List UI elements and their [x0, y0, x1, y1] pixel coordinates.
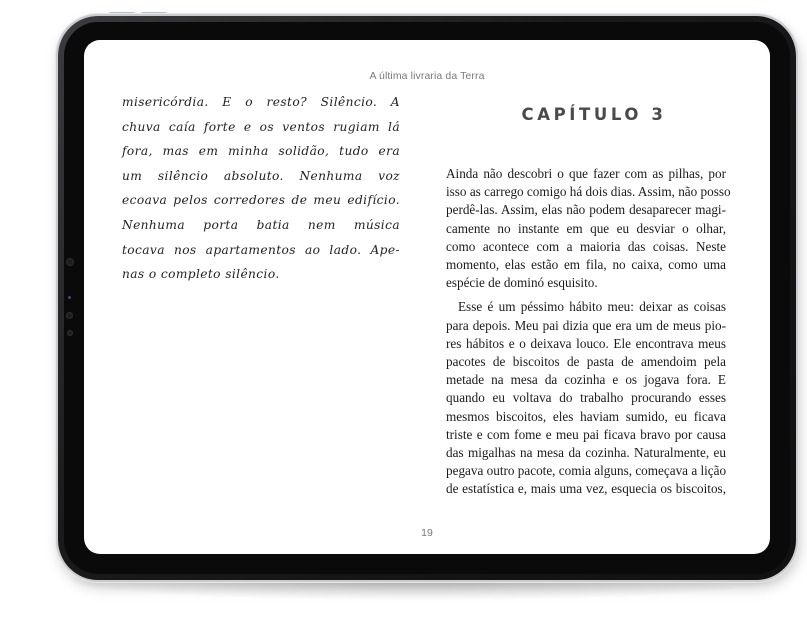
left-page-line: nas o completo silêncio. — [122, 267, 280, 282]
left-page-line: misericórdia. E o resto? Silêncio. A — [122, 95, 400, 109]
body-line: espécie de dominó esquisito. — [446, 275, 598, 291]
chapter-title: CAPÍTULO 3 — [521, 105, 667, 124]
paragraph-2 — [446, 298, 726, 498]
body-line: pacotes de biscoitos de pasta de amendoim pela — [446, 354, 726, 370]
body-line: das migalhas na mesa da cozinha. Naturalmente, eu — [446, 445, 726, 461]
body-line: para depois. Meu pai dizia que era um de meus pio- — [446, 317, 726, 333]
body-line: de estatística e, mais uma vez, esquecia os biscoitos, — [446, 481, 726, 497]
book-title: A última livraria da Terra — [369, 70, 485, 82]
left-page-line: chuva caía forte e os ventos rugiam lá — [122, 119, 400, 134]
camera-lens-icon — [66, 258, 74, 266]
body-line: isso as carrego comigo há dois dias. Assim, não posso — [446, 184, 731, 200]
body-line: camente no instante em que eu desviar o olhar, — [446, 220, 726, 236]
left-page-line: Nenhuma porta batia nem música — [122, 217, 400, 232]
front-camera-icon — [66, 312, 73, 319]
right-page[interactable] — [446, 165, 731, 505]
body-line: res hábitos e o deixava louco. Ele encontrava meus — [446, 335, 726, 351]
body-line: metade na mesa da cozinha e os jogava fora. E — [446, 372, 726, 388]
left-page-line: um silêncio absoluto. Nenhuma voz — [122, 168, 400, 183]
body-line: como acontece com a maioria das coisas. Neste — [446, 238, 726, 254]
body-line: mesmos biscoitos, eles haviam sumido, eu ficava — [446, 408, 726, 424]
body-line: pegava outro pacote, comia alguns, começava a lição — [446, 463, 727, 479]
left-page-line: ecoava pelos corredores de meu edifício. — [122, 193, 400, 208]
reader-screen[interactable] — [84, 40, 770, 554]
left-page-line: fora, mas em minha solidão, tudo era — [122, 144, 400, 159]
body-line: quando eu voltava do trabalho procurando esses — [446, 390, 726, 406]
left-page-line: tocava nos apartamentos ao lado. Ape- — [122, 242, 400, 257]
body-line: perdê-las. Assim, elas não podem desaparecer magi- — [446, 202, 726, 218]
body-line: Ainda não descobri o que fazer com as pilhas, por — [446, 166, 726, 181]
body-line: triste e com fome e meu pai ficava bravo por causa — [446, 426, 726, 442]
body-line: Esse é um péssimo hábito meu: deixar as coisas — [458, 299, 726, 315]
ambient-sensor-icon — [68, 296, 71, 299]
paragraph-1 — [446, 165, 731, 292]
body-line: momento, elas estão em fila, no caixa, como uma — [446, 257, 726, 273]
left-page[interactable] — [122, 90, 400, 287]
page-number: 19 — [421, 527, 433, 539]
sensor-icon — [67, 330, 73, 336]
